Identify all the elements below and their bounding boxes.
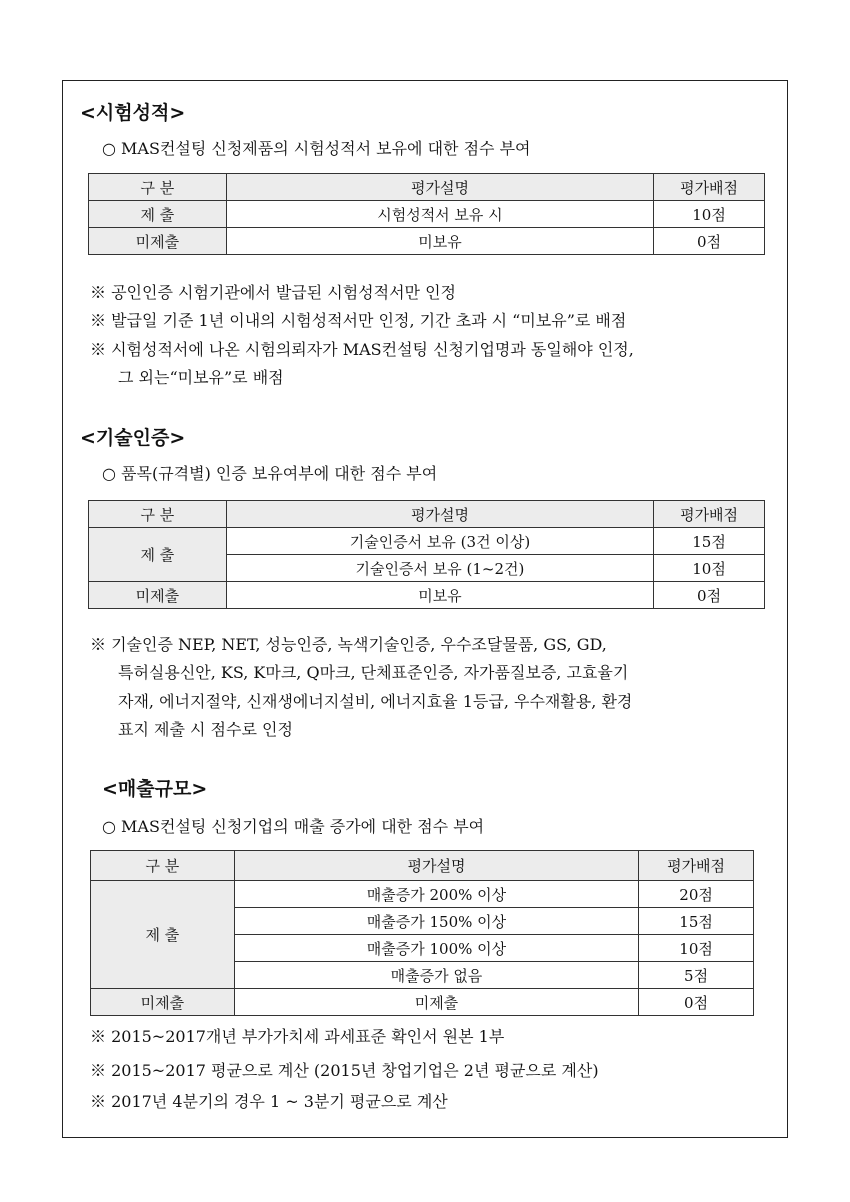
section-bullet: ○ MAS컨설팅 신청기업의 매출 증가에 대한 점수 부여 — [102, 817, 485, 836]
note-line: ※ 2015~2017개년 부가가치세 과세표준 확인서 원본 1부 — [90, 1027, 505, 1046]
row-score: 10점 — [654, 555, 765, 582]
header-description: 평가설명 — [226, 501, 653, 528]
row-description: 미제출 — [234, 989, 638, 1016]
table-row — [91, 881, 754, 908]
section-heading-test-results: <시험성적> — [80, 102, 186, 124]
header-description: 평가설명 — [234, 851, 638, 881]
section-bullet: ○ MAS컨설팅 신청제품의 시험성적서 보유에 대한 점수 부여 — [102, 139, 531, 158]
row-score: 10점 — [654, 201, 765, 228]
row-score: 0점 — [639, 989, 754, 1016]
row-score: 15점 — [654, 528, 765, 555]
header-score: 평가배점 — [639, 851, 754, 881]
table-row — [89, 582, 765, 609]
header-category: 구 분 — [89, 174, 227, 201]
table-row — [89, 228, 765, 255]
note-line: ※ 기술인증 NEP, NET, 성능인증, 녹색기술인증, 우수조달물품, GS, GD, — [90, 635, 607, 654]
test-results-table — [88, 173, 765, 255]
note-line: ※ 2015~2017 평균으로 계산 (2015년 창업기업은 2년 평균으로 계산) — [90, 1061, 599, 1080]
note-line: ※ 2017년 4분기의 경우 1 ~ 3분기 평균으로 계산 — [90, 1092, 448, 1111]
note-line: 자재, 에너지절약, 신재생에너지설비, 에너지효율 1등급, 우수재활용, 환경 — [118, 692, 633, 711]
section-bullet: ○ 품목(규격별) 인증 보유여부에 대한 점수 부여 — [102, 464, 438, 483]
row-score: 0점 — [654, 582, 765, 609]
row-category: 제 출 — [91, 881, 235, 989]
header-description: 평가설명 — [226, 174, 653, 201]
note-line: ※ 공인인증 시험기관에서 발급된 시험성적서만 인정 — [90, 283, 457, 302]
row-description: 기술인증서 보유 (1~2건) — [226, 555, 653, 582]
note-line: 표지 제출 시 점수로 인정 — [118, 720, 293, 739]
sales-scale-table — [90, 850, 754, 1016]
row-description: 매출증가 150% 이상 — [234, 908, 638, 935]
table-row — [91, 989, 754, 1016]
table-header-row — [91, 851, 754, 881]
row-description: 시험성적서 보유 시 — [226, 201, 653, 228]
note-line: 특허실용신안, KS, K마크, Q마크, 단체표준인증, 자가품질보증, 고효율기 — [118, 663, 629, 682]
header-score: 평가배점 — [654, 174, 765, 201]
row-score: 10점 — [639, 935, 754, 962]
section-heading-tech-certification: <기술인증> — [80, 427, 186, 449]
note-line: ※ 발급일 기준 1년 이내의 시험성적서만 인정, 기간 초과 시 “미보유”로 배점 — [90, 311, 627, 330]
note-line: 그 외는“미보유”로 배점 — [118, 368, 284, 387]
row-score: 15점 — [639, 908, 754, 935]
row-category: 미제출 — [89, 228, 227, 255]
header-category: 구 분 — [89, 501, 227, 528]
table-header-row — [89, 501, 765, 528]
note-line: ※ 시험성적서에 나온 시험의뢰자가 MAS컨설팅 신청기업명과 동일해야 인정, — [90, 340, 634, 359]
row-description: 미보유 — [226, 228, 653, 255]
section-heading-sales-scale: <매출규모> — [102, 778, 208, 800]
row-category: 미제출 — [89, 582, 227, 609]
table-row — [89, 201, 765, 228]
row-category: 미제출 — [91, 989, 235, 1016]
row-score: 20점 — [639, 881, 754, 908]
row-category: 제 출 — [89, 201, 227, 228]
row-score: 0점 — [654, 228, 765, 255]
row-description: 기술인증서 보유 (3건 이상) — [226, 528, 653, 555]
table-row — [89, 528, 765, 555]
row-description: 매출증가 없음 — [234, 962, 638, 989]
row-description: 미보유 — [226, 582, 653, 609]
row-category: 제 출 — [89, 528, 227, 582]
tech-certification-table — [88, 500, 765, 609]
header-category: 구 분 — [91, 851, 235, 881]
row-description: 매출증가 200% 이상 — [234, 881, 638, 908]
header-score: 평가배점 — [654, 501, 765, 528]
table-header-row — [89, 174, 765, 201]
row-score: 5점 — [639, 962, 754, 989]
row-description: 매출증가 100% 이상 — [234, 935, 638, 962]
